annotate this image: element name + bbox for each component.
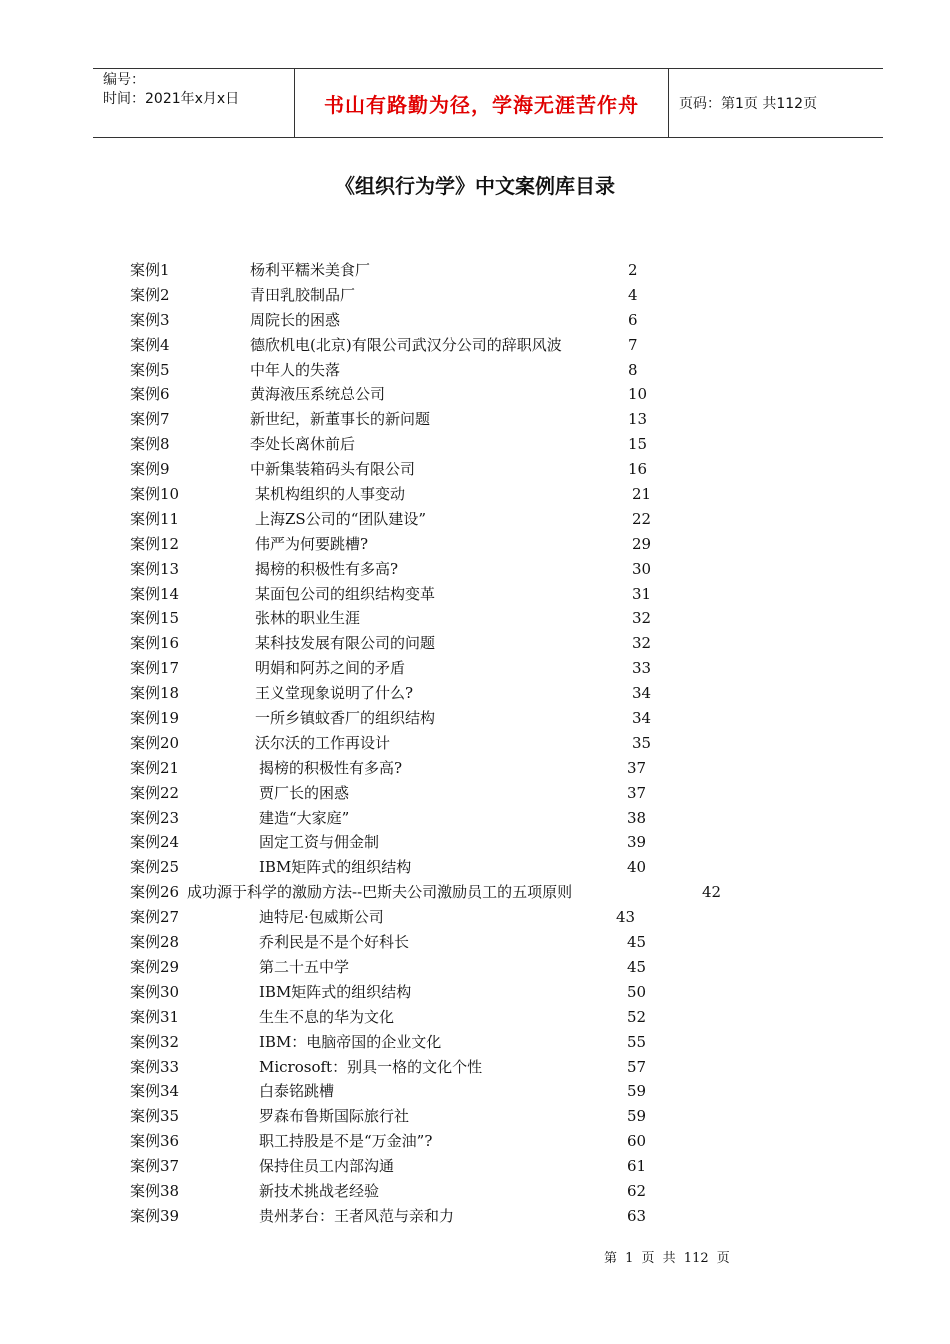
toc-page-number: 16 [628,460,648,479]
toc-row [0,1129,950,1154]
toc-row [0,681,950,706]
toc-row [0,1154,950,1179]
toc-row [0,358,950,383]
toc-page-number: 50 [627,982,647,1001]
toc-page-number: 52 [627,1007,647,1026]
toc-case-number: 案例29 [130,957,180,976]
toc-case-title: 中年人的失落 [250,360,341,379]
document-title: 《组织行为学》中文案例库目录 [335,174,615,198]
toc-case-title: 中新集装箱码头有限公司 [250,460,416,479]
toc-page-number: 30 [632,559,652,578]
toc-page-number: 38 [627,808,647,827]
toc-page-number: 37 [627,758,647,777]
toc-row [0,1104,950,1129]
toc-case-title: 迪特尼·包威斯公司 [259,908,384,927]
toc-case-title: 李处长离休前后 [250,435,356,454]
toc-row [0,855,950,880]
toc-row [0,333,950,358]
toc-case-title: Microsoft：别具一格的文化个性 [259,1057,483,1076]
toc-case-number: 案例10 [130,485,180,504]
toc-case-number: 案例31 [130,1007,180,1026]
time-label: 时间：2021年x月x日 [103,91,240,107]
toc-row [0,905,950,930]
toc-case-title: 某面包公司的组织结构变革 [255,584,436,603]
toc-case-number: 案例13 [130,559,180,578]
toc-page-number: 15 [628,435,648,454]
toc-case-number: 案例21 [130,758,180,777]
toc-page-number: 10 [628,385,648,404]
toc-case-number: 案例8 [130,435,170,454]
toc-page-number: 55 [627,1032,647,1051]
toc-case-title: 建造“大家庭” [259,808,350,827]
toc-case-title: 揭榜的积极性有多高? [255,559,399,578]
toc-row [0,258,950,283]
toc-page-number: 33 [632,659,652,678]
toc-row [0,582,950,607]
toc-page-number: 60 [627,1132,647,1151]
toc-case-title: 第二十五中学 [259,957,350,976]
toc-case-number: 案例2 [130,285,170,304]
page-header [93,68,883,138]
toc-page-number: 32 [632,609,652,628]
toc-page-number: 61 [627,1157,647,1176]
toc-case-number: 案例3 [130,310,170,329]
number-label: 编号： [103,72,145,88]
toc-row [0,781,950,806]
toc-case-number: 案例39 [130,1206,180,1225]
toc-case-title: 贵州茅台：王者风范与亲和力 [259,1206,455,1225]
page-footer: 第 1 页 共 112 页 [604,1251,730,1266]
toc-row [0,1179,950,1204]
toc-row [0,955,950,980]
toc-page-number: 59 [627,1107,647,1126]
toc-row [0,830,950,855]
toc-case-number: 案例27 [130,908,180,927]
toc-row [0,980,950,1005]
toc-case-number: 案例4 [130,335,170,354]
toc-page-number: 57 [627,1057,647,1076]
header-motto: 书山有路勤为径，学海无涯苦作舟 [294,69,669,137]
toc-page-number: 45 [627,957,647,976]
toc-page-number: 4 [628,285,638,304]
toc-page-number: 21 [632,485,652,504]
toc-case-title: 罗森布鲁斯国际旅行社 [259,1107,410,1126]
toc-case-number: 案例7 [130,410,170,429]
toc-row [0,880,950,905]
toc-case-number: 案例26 [130,883,180,902]
toc-case-title: 伟严为何要跳槽? [255,534,369,553]
toc-case-number: 案例36 [130,1132,180,1151]
toc-case-title: 新世纪，新董事长的新问题 [250,410,431,429]
toc-case-title: IBM矩阵式的组织结构 [259,982,412,1001]
toc-row [0,1079,950,1104]
toc-row [0,756,950,781]
toc-page-number: 37 [627,783,647,802]
toc-case-number: 案例33 [130,1057,180,1076]
toc-row [0,930,950,955]
toc-case-title: 生生不息的华为文化 [259,1007,395,1026]
toc-page-number: 31 [632,584,652,603]
toc-case-number: 案例30 [130,982,180,1001]
toc-case-title: 一所乡镇蚊香厂的组织结构 [255,709,436,728]
toc-case-title: 沃尔沃的工作再设计 [255,733,391,752]
toc-case-title: 明娟和阿苏之间的矛盾 [255,659,406,678]
toc-page-number: 45 [627,933,647,952]
toc-case-title: 白泰铭跳槽 [259,1082,335,1101]
toc-page-number: 62 [627,1181,647,1200]
toc-row [0,283,950,308]
toc-case-number: 案例17 [130,659,180,678]
toc-page-number: 34 [632,709,652,728]
toc-case-number: 案例28 [130,933,180,952]
header-page-label: 页码：第1页 共112页 [679,96,818,112]
toc-row [0,1030,950,1055]
toc-case-number: 案例32 [130,1032,180,1051]
toc-row [0,382,950,407]
toc-case-title: 某科技发展有限公司的问题 [255,634,436,653]
toc-case-title: 保持住员工内部沟通 [259,1157,395,1176]
toc-page-number: 34 [632,684,652,703]
toc-case-number: 案例5 [130,360,170,379]
toc-row [0,482,950,507]
toc-case-title: 贾厂长的困惑 [259,783,350,802]
toc-page-number: 6 [628,310,638,329]
toc-page-number: 35 [632,733,652,752]
toc-page-number: 29 [632,534,652,553]
toc-page-number: 43 [616,908,636,927]
toc-case-title: 青田乳胶制品厂 [250,285,356,304]
toc-row [0,432,950,457]
toc-case-number: 案例18 [130,684,180,703]
toc-row [0,806,950,831]
toc-case-title: IBM：电脑帝国的企业文化 [259,1032,442,1051]
toc-row [0,308,950,333]
toc-row [0,731,950,756]
toc-page-number: 39 [627,833,647,852]
toc-case-title: 某机构组织的人事变动 [255,485,406,504]
toc-case-title: 揭榜的积极性有多高? [259,758,403,777]
toc-page-number: 2 [628,261,638,279]
toc-case-title: 杨利平糯米美食厂 [250,261,371,279]
toc-case-title: IBM矩阵式的组织结构 [259,858,412,877]
toc-page-number: 32 [632,634,652,653]
toc-case-title: 周院长的困惑 [250,310,341,329]
toc-page-number: 40 [627,858,647,877]
toc-case-number: 案例16 [130,634,180,653]
toc-row [0,656,950,681]
toc-case-title: 王义堂现象说明了什么? [255,684,414,703]
header-meta [93,69,294,137]
toc-row [0,606,950,631]
toc-case-title: 乔利民是不是个好科长 [259,933,410,952]
table-of-contents [0,258,950,1229]
toc-case-title: 德欣机电(北京)有限公司武汉分公司的辞职风波 [250,335,562,354]
toc-case-number: 案例14 [130,584,180,603]
toc-row [0,457,950,482]
toc-row [0,1055,950,1080]
toc-case-number: 案例38 [130,1181,180,1200]
toc-row [0,1005,950,1030]
toc-case-title: 新技术挑战老经验 [259,1181,380,1200]
toc-case-title: 成功源于科学的激励方法--巴斯夫公司激励员工的五项原则 [187,883,573,902]
toc-case-title: 固定工资与佣金制 [259,833,380,852]
toc-case-number: 案例19 [130,709,180,728]
toc-case-title: 上海ZS公司的“团队建设” [255,509,427,528]
toc-case-number: 案例37 [130,1157,180,1176]
toc-case-number: 案例6 [130,385,170,404]
toc-case-number: 案例35 [130,1107,180,1126]
toc-row [0,532,950,557]
toc-case-title: 张林的职业生涯 [255,609,361,628]
toc-case-number: 案例9 [130,460,170,479]
toc-case-number: 案例12 [130,534,180,553]
toc-case-number: 案例22 [130,783,180,802]
toc-row [0,631,950,656]
toc-case-number: 案例20 [130,733,180,752]
toc-case-number: 案例23 [130,808,180,827]
toc-page-number: 22 [632,509,652,528]
toc-row [0,557,950,582]
toc-row [0,1204,950,1229]
toc-row [0,407,950,432]
toc-case-number: 案例25 [130,858,180,877]
toc-case-number: 案例34 [130,1082,180,1101]
toc-case-number: 案例1 [130,261,170,279]
toc-page-number: 59 [627,1082,647,1101]
toc-case-number: 案例11 [130,509,180,528]
toc-page-number: 63 [627,1206,647,1225]
toc-case-number: 案例15 [130,609,180,628]
toc-page-number: 42 [702,883,722,902]
toc-page-number: 13 [628,410,648,429]
toc-case-number: 案例24 [130,833,180,852]
toc-row [0,706,950,731]
toc-page-number: 8 [628,360,638,379]
toc-case-title: 职工持股是不是“万金油”? [259,1132,433,1151]
toc-row [0,507,950,532]
toc-case-title: 黄海液压系统总公司 [250,385,386,404]
toc-page-number: 7 [628,335,638,354]
